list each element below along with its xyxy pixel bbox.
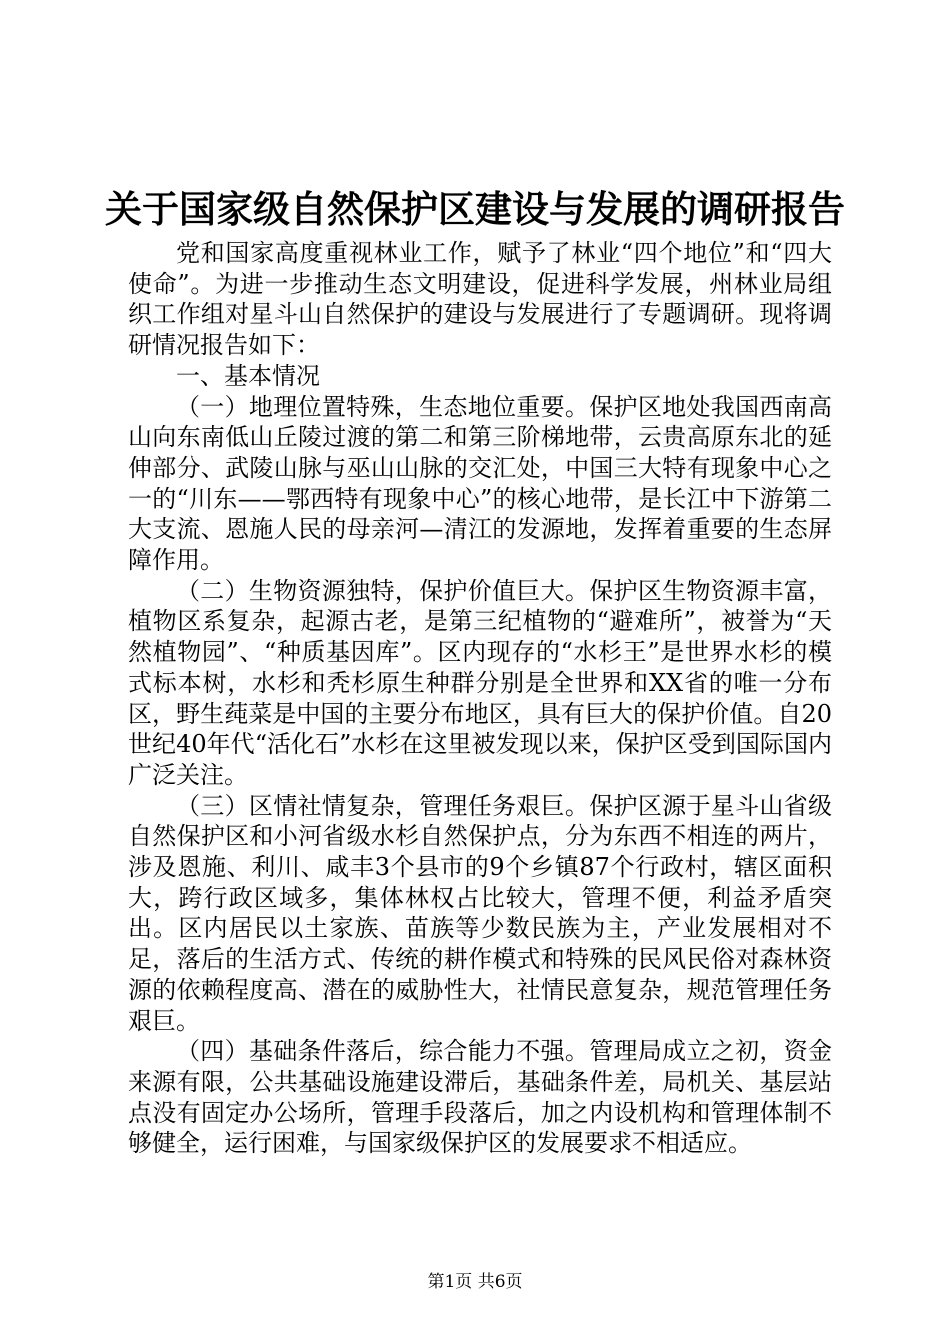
paragraph-1: （一）地理位置特殊，生态地位重要。保护区地处我国西南高山向东南低山丘陵过渡的第二和第三阶梯地带，云贵高原东北的延伸部分、武陵山脉与巫山山脉的交汇处，中国三大特有现象中心之一的“川东——鄂西特有现象中心”的核心地带，是长江中下游第二大支流、恩施人民的母亲河—清江的发源地，发挥着重要的生态屏障作用。 xyxy=(128,392,832,575)
paragraph-3: （三）区情社情复杂，管理任务艰巨。保护区源于星斗山省级自然保护区和小河省级水杉自然保护点，分为东西不相连的两片，涉及恩施、利川、咸丰3个县市的9个乡镇87个行政村，辖区面积大，跨行政区域多，集体林权占比较大，管理不便，利益矛盾突出。区内居民以土家族、苗族等少数民族为主，产业发展相对不足，落后的生活方式、传统的耕作模式和特殊的民风民俗对森林资源的依赖程度高、潜在的威胁性大，社情民意复杂，规范管理任务艰巨。 xyxy=(128,791,832,1035)
section-heading: 一、基本情况 xyxy=(176,361,320,390)
paragraph-4: （四）基础条件落后，综合能力不强。管理局成立之初，资金来源有限，公共基础设施建设滞后，基础条件差，局机关、基层站点没有固定办公场所，管理手段落后，加之内设机构和管理体制不够健全，运行困难，与国家级保护区的发展要求不相适应。 xyxy=(128,1037,832,1158)
document-title: 关于国家级自然保护区建设与发展的调研报告 xyxy=(105,187,845,231)
document-body xyxy=(128,238,832,1159)
paragraph-2: （二）生物资源独特，保护价值巨大。保护区生物资源丰富，植物区系复杂，起源古老，是第三纪植物的“避难所”，被誉为“天然植物园”、“种质基因库”。区内现存的“水杉王”是世界水杉的模式标本树，水杉和秃杉原生种群分别是全世界和XX省的唯一分布区，野生莼菜是中国的主要分布地区，具有巨大的保护价值。自20世纪40年代“活化石”水杉在这里被发现以来，保护区受到国际国内广泛关注。 xyxy=(128,576,832,789)
page-footer: 第1页 共6页 xyxy=(427,1272,523,1292)
paragraph-intro: 党和国家高度重视林业工作，赋予了林业“四个地位”和“四大使命”。为进一步推动生态文明建设，促进科学发展，州林业局组织工作组对星斗山自然保护的建设与发展进行了专题调研。现将调研情况报告如下： xyxy=(128,239,832,360)
